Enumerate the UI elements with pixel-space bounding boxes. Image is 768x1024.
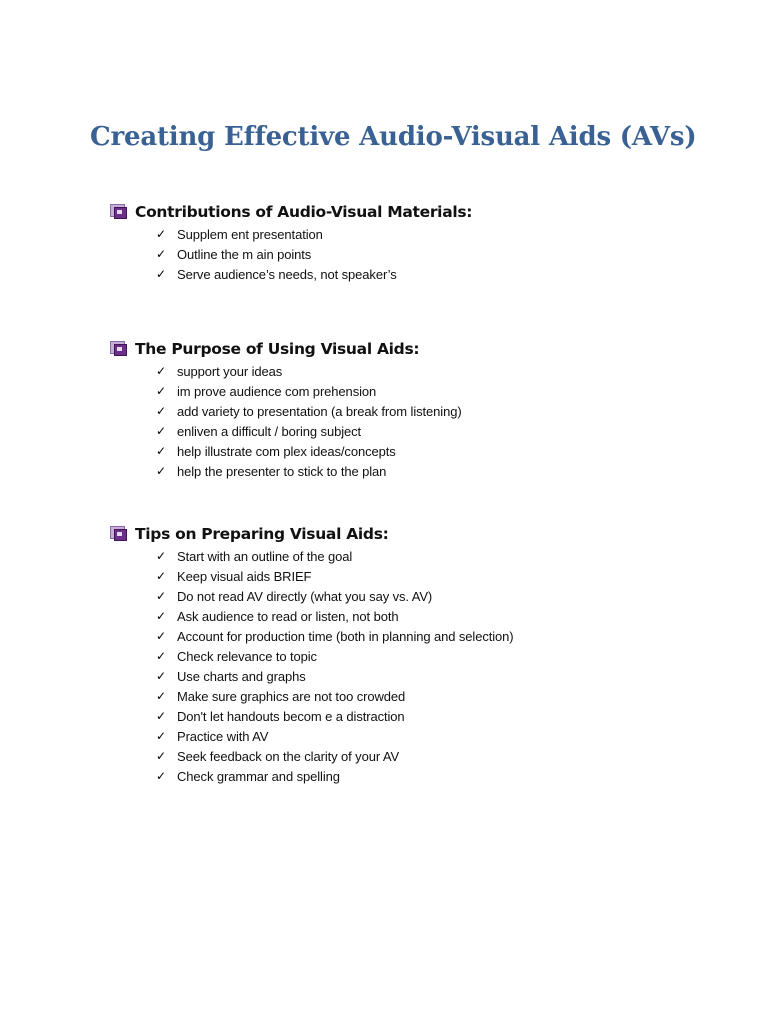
check-icon: ✓ [156, 444, 167, 458]
list-item-text: Serve audience’s needs, not speaker’s [177, 266, 397, 282]
check-icon: ✓ [156, 569, 167, 583]
list-item-text: add variety to presentation (a break from listening) [177, 403, 462, 419]
check-icon: ✓ [156, 464, 167, 478]
section-tips [110, 522, 730, 786]
list-item [156, 686, 730, 706]
section-contributions [110, 200, 730, 284]
check-icon: ✓ [156, 247, 167, 261]
check-icon: ✓ [156, 649, 167, 663]
list-item-text: Account for production time (both in planning and selection) [177, 628, 514, 644]
list-item [156, 441, 730, 461]
list-item [156, 666, 730, 686]
list-item-text: Use charts and graphs [177, 668, 306, 684]
window-bullet-icon [110, 204, 128, 220]
list-item-text: help the presenter to stick to the plan [177, 463, 387, 479]
list-item [156, 244, 730, 264]
section-heading [110, 200, 730, 224]
list-item-text: Check grammar and spelling [177, 768, 340, 784]
list-item-text: Start with an outline of the goal [177, 548, 353, 564]
page-title: Creating Effective Audio-Visual Aids (AVs) [90, 122, 697, 152]
list-item-text: im prove audience com prehension [177, 383, 377, 399]
list-item [156, 726, 730, 746]
check-icon: ✓ [156, 669, 167, 683]
list-item [156, 706, 730, 726]
list-item-text: Don't let handouts becom e a distraction [177, 708, 405, 724]
check-icon: ✓ [156, 424, 167, 438]
list-item [156, 546, 730, 566]
check-icon: ✓ [156, 709, 167, 723]
list-item [156, 746, 730, 766]
check-icon: ✓ [156, 629, 167, 643]
checklist [156, 224, 730, 284]
list-item-text: Outline the m ain points [177, 246, 312, 262]
list-item-text: enliven a difficult / boring subject [177, 423, 362, 439]
check-icon: ✓ [156, 689, 167, 703]
list-item [156, 381, 730, 401]
list-item-text: Seek feedback on the clarity of your AV [177, 748, 400, 764]
list-item [156, 361, 730, 381]
list-item [156, 766, 730, 786]
check-icon: ✓ [156, 227, 167, 241]
list-item [156, 401, 730, 421]
list-item [156, 606, 730, 626]
check-icon: ✓ [156, 749, 167, 763]
list-item-text: Ask audience to read or listen, not both [177, 608, 399, 624]
check-icon: ✓ [156, 549, 167, 563]
section-heading [110, 337, 730, 361]
list-item [156, 264, 730, 284]
section-title: The Purpose of Using Visual Aids: [135, 340, 420, 358]
list-item-text: Make sure graphics are not too crowded [177, 688, 406, 704]
check-icon: ✓ [156, 729, 167, 743]
list-item [156, 626, 730, 646]
check-icon: ✓ [156, 769, 167, 783]
list-item [156, 461, 730, 481]
list-item-text: Keep visual aids BRIEF [177, 568, 312, 584]
check-icon: ✓ [156, 267, 167, 281]
list-item-text: Supplem ent presentation [177, 226, 323, 242]
list-item [156, 566, 730, 586]
list-item [156, 646, 730, 666]
list-item [156, 586, 730, 606]
list-item [156, 421, 730, 441]
check-icon: ✓ [156, 404, 167, 418]
section-purpose [110, 337, 730, 481]
list-item-text: support your ideas [177, 363, 283, 379]
check-icon: ✓ [156, 609, 167, 623]
checklist [156, 546, 730, 786]
section-title: Tips on Preparing Visual Aids: [135, 525, 389, 543]
check-icon: ✓ [156, 384, 167, 398]
checklist [156, 361, 730, 481]
check-icon: ✓ [156, 589, 167, 603]
section-title: Contributions of Audio-Visual Materials: [135, 203, 473, 221]
window-bullet-icon [110, 341, 128, 357]
check-icon: ✓ [156, 364, 167, 378]
list-item-text: Do not read AV directly (what you say vs. AV) [177, 588, 433, 604]
window-bullet-icon [110, 526, 128, 542]
list-item-text: Practice with AV [177, 728, 269, 744]
list-item-text: Check relevance to topic [177, 648, 317, 664]
section-heading [110, 522, 730, 546]
list-item [156, 224, 730, 244]
list-item-text: help illustrate com plex ideas/concepts [177, 443, 396, 459]
